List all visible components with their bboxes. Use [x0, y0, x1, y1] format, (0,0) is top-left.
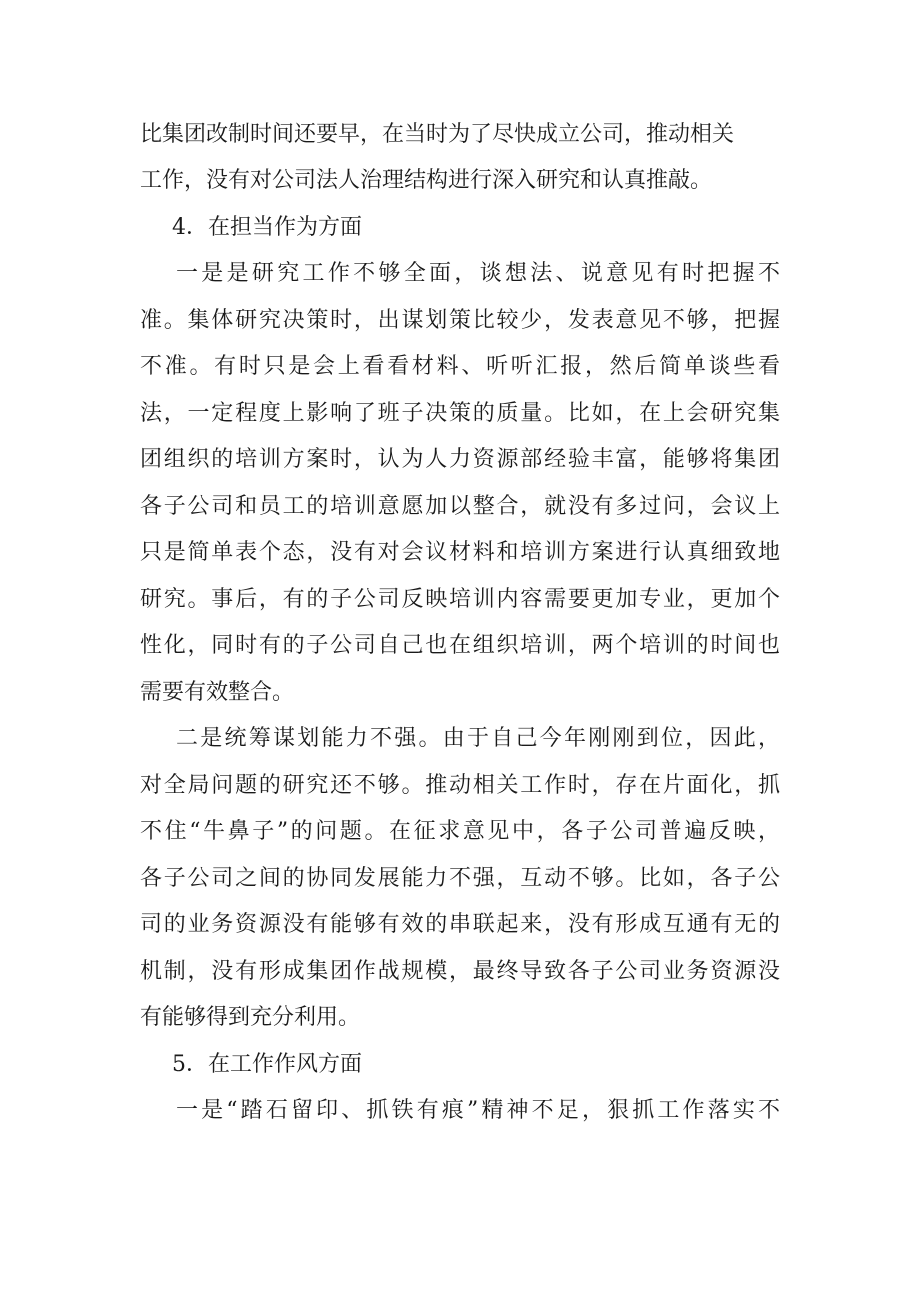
text-line: 研究。事后，有的子公司反映培训内容需要更加专业，更加个 [140, 587, 780, 612]
text-line: 不准。有时只是会上看看材料、听听汇报，然后简单谈些看 [140, 354, 780, 379]
section-heading: 5．在工作作风方面 [172, 1052, 362, 1077]
text-line: 准。集体研究决策时，出谋划策比较少，发表意见不够，把握 [140, 308, 780, 333]
text-line: 司的业务资源没有能够有效的串联起来，没有形成互通有无的 [140, 912, 780, 937]
text-line: 团组织的培训方案时，认为人力资源部经验丰富，能够将集团 [140, 447, 780, 472]
text-line: 各子公司之间的协同发展能力不强，互动不够。比如，各子公 [140, 866, 780, 891]
text-line: 比集团改制时间还要早，在当时为了尽快成立公司，推动相关 [140, 122, 735, 147]
text-line: 对全局问题的研究还不够。推动相关工作时，存在片面化，抓 [140, 773, 780, 798]
text-line: 不住“牛鼻子”的问题。在征求意见中，各子公司普遍反映， [140, 819, 780, 844]
text-line: 只是简单表个态，没有对会议材料和培训方案进行认真细致地 [140, 540, 780, 565]
text-line: 二是统筹谋划能力不强。由于自己今年刚刚到位，因此， [176, 726, 780, 751]
text-line: 各子公司和员工的培训意愿加以整合，就没有多过问，会议上 [140, 494, 780, 519]
text-line: 需要有效整合。 [140, 680, 295, 705]
section-heading: 4．在担当作为方面 [172, 215, 362, 240]
text-line: 工作，没有对公司法人治理结构进行深入研究和认真推敲。 [140, 168, 713, 193]
text-line: 性化，同时有的子公司自己也在组织培训，两个培训的时间也 [140, 633, 780, 658]
text-line: 有能够得到充分利用。 [140, 1005, 361, 1030]
text-line: 机制，没有形成集团作战规模，最终导致各子公司业务资源没 [140, 959, 780, 984]
text-line: 一是是研究工作不够全面，谈想法、说意见有时把握不 [176, 261, 780, 286]
text-line: 一是“踏石留印、抓铁有痕”精神不足，狠抓工作落实不 [176, 1098, 780, 1123]
text-line: 法，一定程度上影响了班子决策的质量。比如，在上会研究集 [140, 401, 780, 426]
